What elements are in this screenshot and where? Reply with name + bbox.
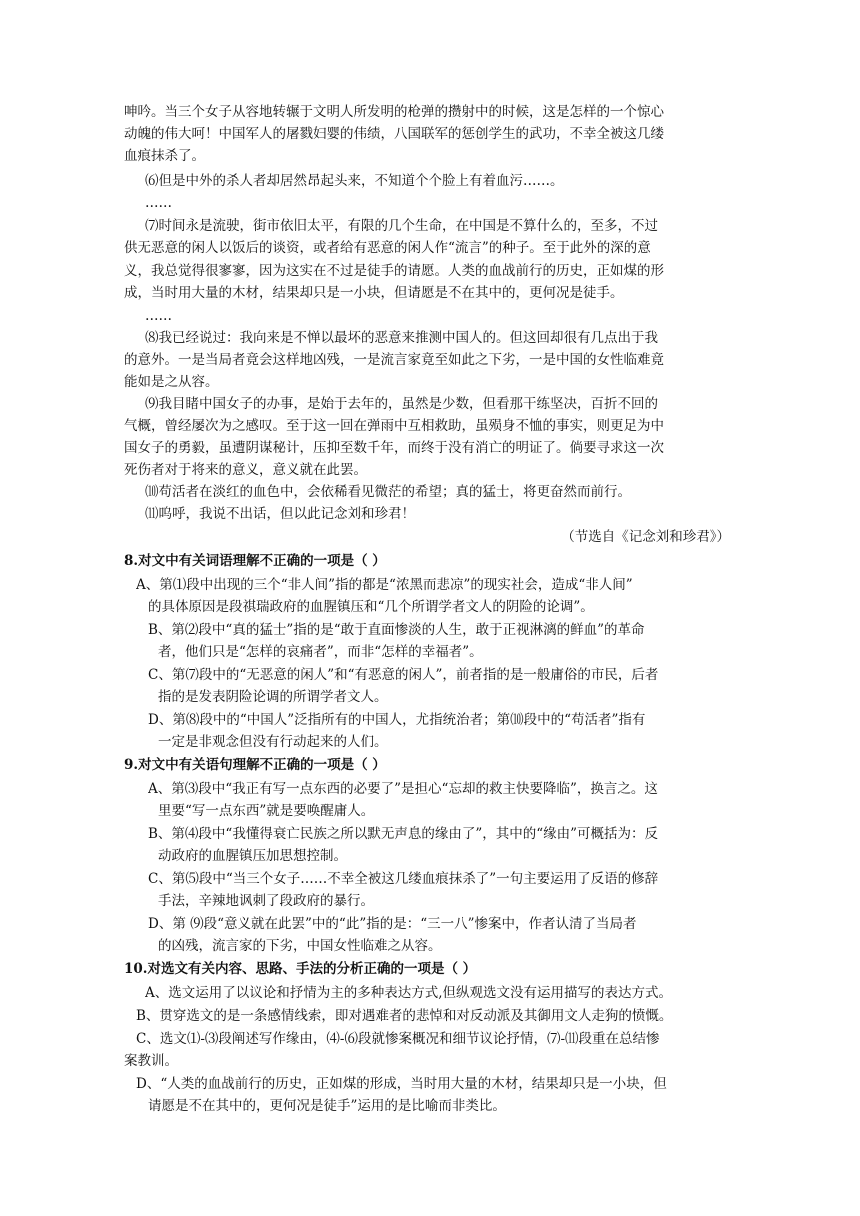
question-10-option-c-line-2: 案教训。 xyxy=(124,1053,178,1069)
question-8-option-d-line-2: 一定是非观念但没有行动起来的人们。 xyxy=(158,734,388,750)
paragraph-8-line-3: 能如是之从容。 xyxy=(124,374,219,390)
paragraph-9-line-3: 国女子的勇毅，虽遭阴谋秘计，压抑至数千年，而终于没有消亡的明证了。倘要寻求这一次 xyxy=(124,440,664,456)
question-9-option-c-line-1: C、第⑸段中“当三个女子……不幸全被这几缕血痕抹杀了”一句主要运用了反语的修辞 xyxy=(148,871,659,887)
question-9-option-a-line-2: 里要“写一点东西”就是要唤醒庸人。 xyxy=(158,803,375,819)
question-8-option-c-line-2: 指的是发表阴险论调的所谓学者文人。 xyxy=(158,689,388,705)
paragraph-7-line-3: 义，我总觉得很寥寥，因为这实在不过是徒手的请愿。人类的血战前行的历史，正如煤的形 xyxy=(124,263,664,279)
paragraph-10: ⑽苟活者在淡红的血色中，会依稀看见微茫的希望；真的猛士，将更奋然而前行。 xyxy=(145,484,631,500)
paragraph-7-line-1: ⑺时间永是流驶，街市依旧太平，有限的几个生命，在中国是不算什么的，至多，不过 xyxy=(145,218,658,234)
question-10-option-b: B、贯穿选文的是一条感情线索，即对遇难者的悲悼和对反动派及其御用文人走狗的愤慨。 xyxy=(136,1008,673,1024)
ellipsis-2: …… xyxy=(145,308,172,324)
question-8-option-b-line-2: 者，他们只是“怎样的哀痛者”，而非“怎样的幸福者”。 xyxy=(158,644,483,660)
question-8-option-b-line-1: B、第⑵段中“真的猛士”指的是“敢于直面惨淡的人生，敢于正视淋漓的鲜血”的革命 xyxy=(148,622,645,638)
question-8-option-c-line-1: C、第⑺段中的“无恶意的闲人”和“有恶意的闲人”，前者指的是一般庸俗的市民，后者 xyxy=(148,667,659,683)
ellipsis-1: …… xyxy=(145,195,172,211)
question-8-stem: 8.对文中有关词语理解不正确的一项是（ ） xyxy=(124,553,386,569)
paragraph-9-line-1: ⑼我目睹中国女子的办事，是始于去年的，虽然是少数，但看那干练坚决，百折不回的 xyxy=(145,396,658,412)
question-9-option-d-line-2: 的凶残，流言家的下劣，中国女性临难之从容。 xyxy=(158,938,442,954)
paragraph-5-line-2: 动魄的伟大呵！中国军人的屠戮妇婴的伟绩，八国联军的惩创学生的武功，不幸全被这几缕 xyxy=(124,126,664,142)
question-9-option-b-line-1: B、第⑷段中“我懂得衰亡民族之所以默无声息的缘由了”，其中的“缘由”可概括为：反 xyxy=(148,826,659,842)
source-citation: （节选自《记念刘和珍君》） xyxy=(561,529,730,545)
paragraph-8-line-2: 的意外。一是当局者竟会这样地凶残，一是流言家竟至如此之下劣，一是中国的女性临难竟 xyxy=(124,352,664,368)
paragraph-6: ⑹但是中外的杀人者却居然昂起头来，不知道个个脸上有着血污……。 xyxy=(145,173,564,189)
paragraph-5-line-1: 呻吟。当三个女子从容地转辗于文明人所发明的枪弹的攒射中的时候，这是怎样的一个惊心 xyxy=(124,104,664,120)
question-9-option-a-line-1: A、第⑶段中“我正有写一点东西的必要了”是担心“忘却的救主快要降临”，换言之。这 xyxy=(148,781,658,797)
question-8-option-a-line-2: 的具体原因是段祺瑞政府的血腥镇压和“几个所谓学者文人的阴险的论调”。 xyxy=(148,599,594,615)
paragraph-9-line-2: 气概，曾经屡次为之感叹。至于这一回在弹雨中互相救助，虽殒身不恤的事实，则更足为中 xyxy=(124,418,664,434)
question-10-stem: 10.对选文有关内容、思路、手法的分析正确的一项是（ ） xyxy=(124,961,477,977)
question-9-option-b-line-2: 动政府的血腥镇压加思想控制。 xyxy=(158,848,347,864)
question-8-option-d-line-1: D、第⑻段中的“中国人”泛指所有的中国人，尤指统治者；第⑽段中的“苟活者”指有 xyxy=(148,712,646,728)
paragraph-11: ⑾呜呼，我说不出话，但以此记念刘和珍君！ xyxy=(145,506,415,522)
question-10-option-d-line-1: D、“人类的血战前行的历史，正如煤的形成，当时用大量的木材，结果却只是一小块，但 xyxy=(136,1076,667,1092)
question-9-option-c-line-2: 手法，辛辣地讽刺了段政府的暴行。 xyxy=(158,893,374,909)
paragraph-8-line-1: ⑻我已经说过：我向来是不惮以最坏的恶意来推测中国人的。但这回却很有几点出于我 xyxy=(145,330,658,346)
paragraph-5-line-3: 血痕抹杀了。 xyxy=(124,148,205,164)
question-9-option-d-line-1: D、第 ⑼段“意义就在此罢”中的“此”指的是：“三一八”惨案中，作者认清了当局者 xyxy=(148,916,637,932)
paragraph-9-line-4: 死伤者对于将来的意义，意义就在此罢。 xyxy=(124,462,367,478)
question-8-option-a-line-1: A、第⑴段中出现的三个“非人间”指的都是“浓黑而悲凉”的现实社会，造成“非人间” xyxy=(136,577,633,593)
paragraph-7-line-2: 供无恶意的闲人以饭后的谈资，或者给有恶意的闲人作“流言”的种子。至于此外的深的意 xyxy=(124,240,651,256)
paragraph-7-line-4: 成，当时用大量的木材，结果却只是一小块，但请愿是不在其中的，更何况是徒手。 xyxy=(124,285,624,301)
question-9-stem: 9.对文中有关语句理解不正确的一项是（ ） xyxy=(124,757,386,773)
question-10-option-a: A、选文运用了以议论和抒情为主的多种表达方式,但纵观选文没有运用描写的表达方式。 xyxy=(145,985,673,1001)
question-10-option-c-line-1: C、选文⑴-⑶段阐述写作缘由，⑷-⑹段就惨案概况和细节议论抒情，⑺-⑾段重在总结惨 xyxy=(136,1031,660,1047)
question-10-option-d-line-2: 请愿是不在其中的，更何况是徒手”运用的是比喻而非类比。 xyxy=(148,1098,506,1114)
